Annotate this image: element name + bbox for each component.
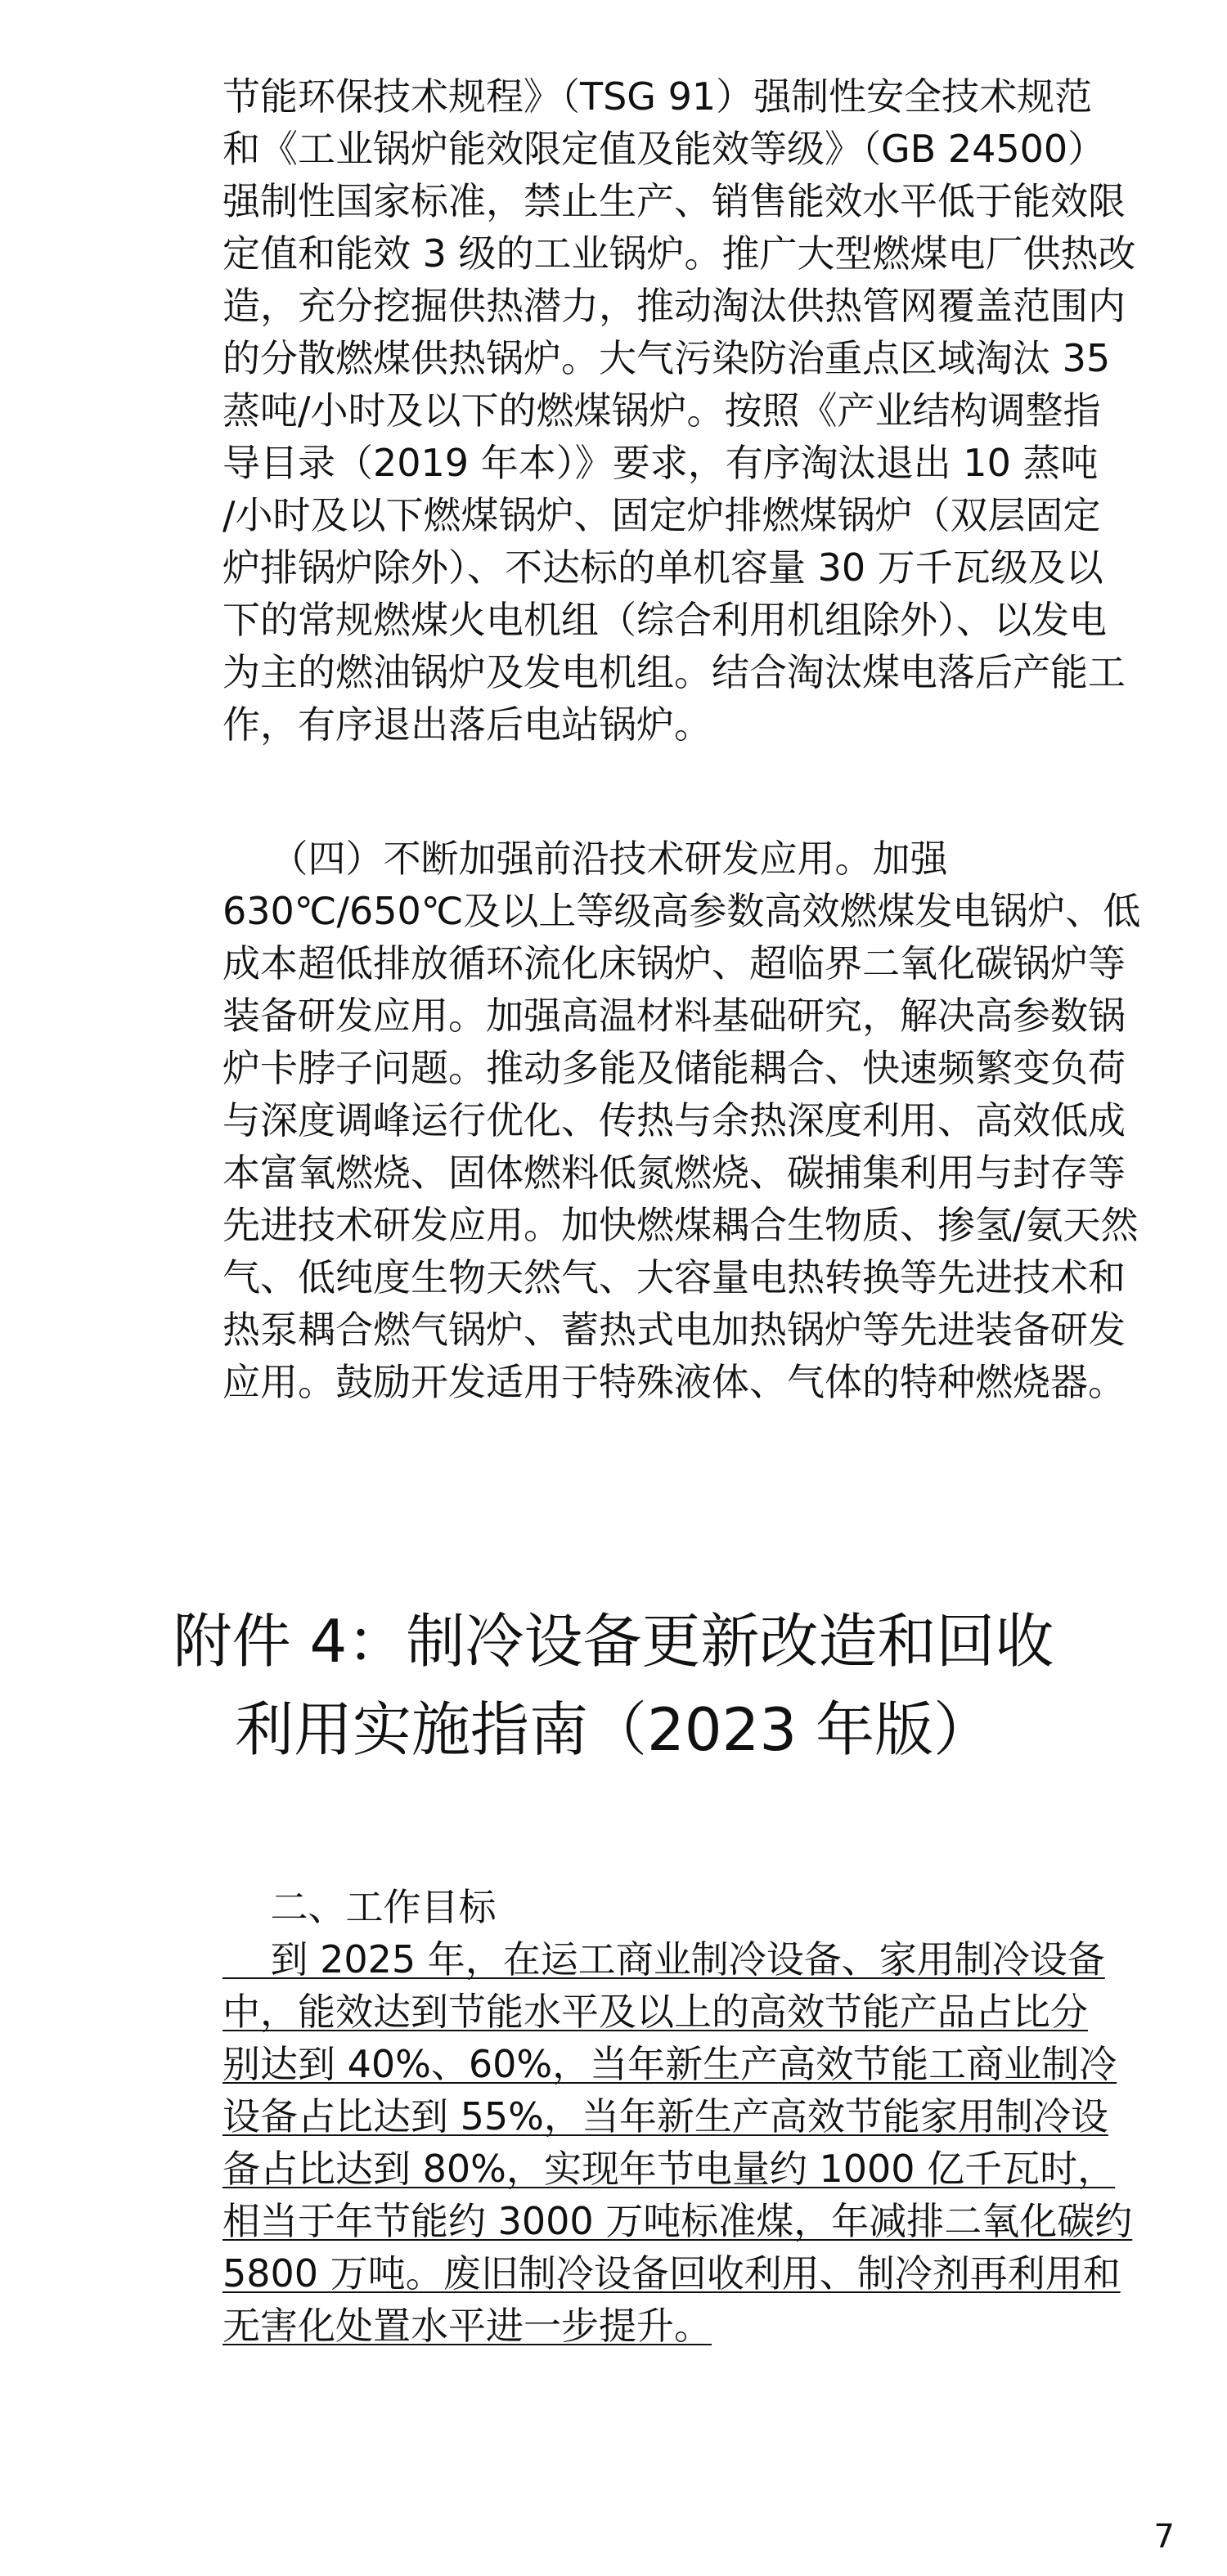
paragraph-line: 气、低纯度生物天然气、大容量电热转换等先进技术和 <box>222 1255 1126 1299</box>
paragraph-line: 炉卡脖子问题。推动多能及储能耦合、快速频繁变负荷 <box>222 1046 1126 1090</box>
section-heading: 二、工作目标 <box>222 1885 497 1929</box>
paragraph-line: 造，充分挖掘供热潜力，推动淘汰供热管网覆盖范围内 <box>222 284 1126 328</box>
attachment-title-line-1: 附件 4：制冷设备更新改造和回收 <box>173 1607 1054 1676</box>
paragraph-line: 蒸吨/小时及以下的燃煤锅炉。按照《产业结构调整指 <box>222 388 1101 433</box>
paragraph-line: 先进技术研发应用。加快燃煤耦合生物质、掺氢/氨天然 <box>222 1203 1139 1247</box>
section-four-paragraph <box>222 832 1188 1408</box>
paragraph-line: 节能环保技术规程》（TSG 91）强制性安全技术规范 <box>222 74 1093 119</box>
attachment-title-line-2: 利用实施指南（2023 年版） <box>234 1695 993 1764</box>
paragraph-line: 导目录（2019 年本）》要求，有序淘汰退出 10 蒸吨 <box>222 441 1099 485</box>
underlined-line: 中，能效达到节能水平及以上的高效节能产品占比分 <box>222 1990 1088 2034</box>
underlined-line: 别达到 40%、60%，当年新生产高效节能工商业制冷 <box>222 2042 1117 2086</box>
underlined-line: 备占比达到 80%，实现年节电量约 1000 亿千瓦时， <box>222 2147 1116 2191</box>
underlined-line: 相当于年节能约 3000 万吨标准煤，年减排二氧化碳约 <box>222 2199 1133 2243</box>
paragraph-line: 强制性国家标准，禁止生产、销售能效水平低于能效限 <box>222 179 1126 223</box>
paragraph-line: 本富氧燃烧、固体燃料低氮燃烧、碳捕集利用与封存等 <box>222 1151 1126 1195</box>
paragraph-line: 装备研发应用。加强高温材料基础研究，解决高参数锅 <box>222 994 1126 1038</box>
paragraph-line: 成本超低排放循环流化床锅炉、超临界二氧化碳锅炉等 <box>222 941 1126 985</box>
paragraph-line: 应用。鼓励开发适用于特殊液体、气体的特种燃烧器。 <box>222 1360 1126 1404</box>
paragraph-line: 作，有序退出落后电站锅炉。 <box>222 702 712 747</box>
paragraph-line: 630℃/650℃及以上等级高参数高效燃煤发电锅炉、低 <box>222 889 1141 933</box>
paragraph-line: /小时及以下燃煤锅炉、固定炉排燃煤锅炉（双层固定 <box>222 493 1101 537</box>
section-three-paragraph <box>222 70 1188 751</box>
underlined-line: 无害化处置水平进一步提升。 <box>222 2304 712 2348</box>
section-four-heading-line: （四）不断加强前沿技术研发应用。加强 <box>222 837 948 881</box>
paragraph-line: 和《工业锅炉能效限定值及能效等级》（GB 24500） <box>222 127 1106 171</box>
underlined-line: 设备占比达到 55%，当年新生产高效节能家用制冷设 <box>222 2094 1108 2138</box>
paragraph-line: 的分散燃煤供热锅炉。大气污染防治重点区域淘汰 35 <box>222 336 1111 380</box>
underlined-line: 到 2025 年，在运工商业制冷设备、家用制冷设备 <box>222 1937 1105 1981</box>
paragraph-line: 热泵耦合燃气锅炉、蓄热式电加热锅炉等先进装备研发 <box>222 1308 1126 1352</box>
paragraph-line: 为主的燃油锅炉及发电机组。结合淘汰煤电落后产能工 <box>222 650 1126 694</box>
paragraph-line: 与深度调峰运行优化、传热与余热深度利用、高效低成 <box>222 1098 1126 1142</box>
page-number: 7 <box>1153 2518 1175 2556</box>
paragraph-line: 炉排锅炉除外）、不达标的单机容量 30 万千瓦级及以 <box>222 545 1103 590</box>
paragraph-line: 下的常规燃煤火电机组（综合利用机组除外）、以发电 <box>222 598 1107 642</box>
paragraph-line: 定值和能效 3 级的工业锅炉。推广大型燃煤电厂供热改 <box>222 231 1136 276</box>
underlined-line: 5800 万吨。废旧制冷设备回收利用、制冷剂再利用和 <box>222 2251 1121 2296</box>
work-goal-section <box>222 1881 1188 2352</box>
